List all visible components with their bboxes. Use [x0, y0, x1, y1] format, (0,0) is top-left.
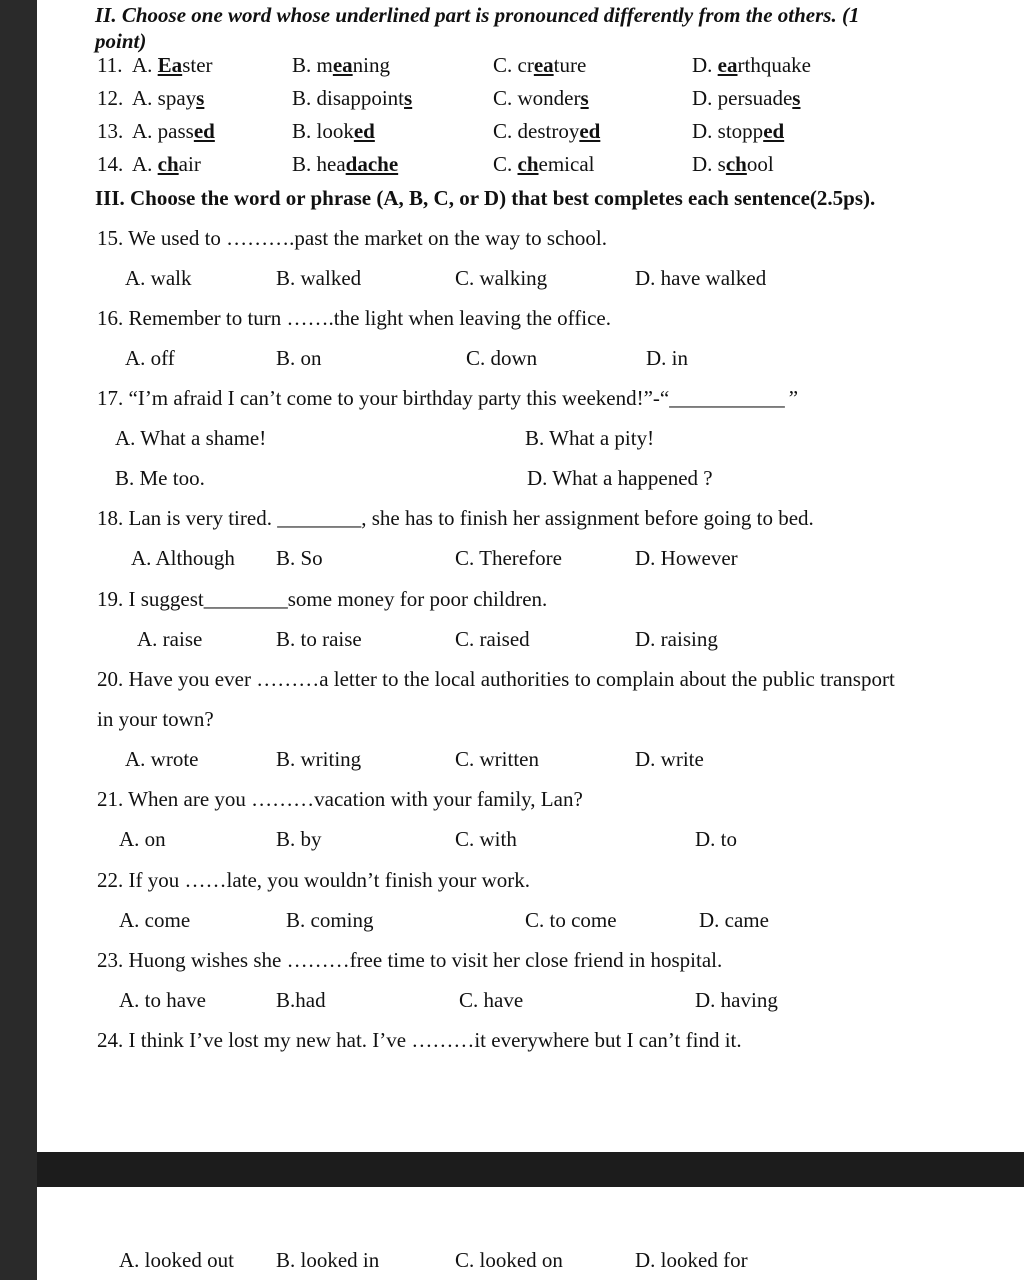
underlined-part: ed [763, 119, 785, 143]
underlined-part: s [404, 86, 413, 110]
question-11-number: 11. [97, 53, 123, 77]
option-22c: C. to come [525, 908, 617, 932]
option-21a: A. on [119, 827, 166, 851]
option-12d: D. persuades [692, 86, 801, 110]
option-18c: C. Therefore [455, 546, 562, 570]
option-17a: A. What a shame! [115, 426, 267, 450]
question-20: 20. Have you ever ………a letter to the local authorities to complain about the public transport [97, 667, 895, 691]
option-16a: A. off [125, 346, 175, 370]
underlined-part: ed [579, 119, 601, 143]
question-19: 19. I suggest________some money for poor children. [97, 587, 548, 611]
option-17d: D. What a happened ? [527, 466, 713, 490]
option-21c: C. with [455, 827, 517, 851]
option-11b: B. meaning [292, 53, 391, 77]
option-18b: B. So [276, 546, 323, 570]
question-18: 18. Lan is very tired. ________, she has to finish her assignment before going to bed. [97, 506, 814, 530]
underlined-part: Ea [157, 53, 183, 77]
option-23c: C. have [459, 988, 524, 1012]
question-23: 23. Huong wishes she ………free time to visit her close friend in hospital. [97, 948, 723, 972]
underlined-part: ch [517, 152, 539, 176]
option-20d: D. write [635, 747, 704, 771]
option-15c: C. walking [455, 266, 548, 290]
question-24: 24. I think I’ve lost my new hat. I’ve ………it everywhere but I can’t find it. [97, 1028, 742, 1052]
blank-17: ___________ [669, 386, 785, 410]
option-13b: B. looked [292, 119, 375, 143]
option-20c: C. written [455, 747, 539, 771]
question-12-number: 12. [97, 86, 124, 110]
option-16c: C. down [466, 346, 538, 370]
underlined-part: ea [533, 53, 554, 77]
section2-title-cont: point) [95, 29, 147, 53]
question-20-cont: in your town? [97, 707, 214, 731]
option-11c: C. creature [493, 53, 587, 77]
underlined-part: ch [725, 152, 747, 176]
question-17: 17. “I’m afraid I can’t come to your birthday party this weekend!”-“___________ ” [97, 386, 799, 410]
question-13-number: 13. [97, 119, 124, 143]
option-23d: D. having [695, 988, 778, 1012]
option-18d: D. However [635, 546, 738, 570]
option-24d: D. looked for [635, 1248, 748, 1272]
dark-band [37, 1152, 1024, 1187]
underlined-part: ch [157, 152, 179, 176]
option-20b: B. writing [276, 747, 362, 771]
question-15: 15. We used to ……….past the market on the way to school. [97, 226, 607, 250]
option-19c: C. raised [455, 627, 530, 651]
option-14c: C. chemical [493, 152, 595, 176]
underlined-part: s [792, 86, 801, 110]
option-15b: B. walked [276, 266, 362, 290]
option-17c: B. Me too. [115, 466, 205, 490]
option-13c: C. destroyed [493, 119, 601, 143]
option-21d: D. to [695, 827, 737, 851]
underlined-part: ed [193, 119, 215, 143]
underlined-part: ea [332, 53, 353, 77]
section3-title: III. Choose the word or phrase (A, B, C, or D) that best completes each sentence(2.5ps). [95, 186, 876, 210]
option-18a: A. Although [131, 546, 235, 570]
option-17b: B. What a pity! [525, 426, 655, 450]
option-14b: B. headache [292, 152, 399, 176]
option-13a: A. passed [132, 119, 215, 143]
underlined-part: ea [717, 53, 738, 77]
option-13d: D. stopped [692, 119, 785, 143]
option-22d: D. came [699, 908, 769, 932]
option-23a: A. to have [119, 988, 206, 1012]
option-19b: B. to raise [276, 627, 362, 651]
option-23b: B.had [276, 988, 326, 1012]
option-21b: B. by [276, 827, 322, 851]
option-15a: A. walk [125, 266, 192, 290]
underlined-part: dache [345, 152, 399, 176]
section2-title: II. Choose one word whose underlined part is pronounced differently from the others. (1 [95, 3, 860, 27]
option-24b: B. looked in [276, 1248, 380, 1272]
option-19a: A. raise [137, 627, 203, 651]
underlined-part: ed [353, 119, 375, 143]
underlined-part: s [580, 86, 589, 110]
option-16b: B. on [276, 346, 322, 370]
question-16: 16. Remember to turn …….the light when leaving the office. [97, 306, 611, 330]
option-24c: C. looked on [455, 1248, 563, 1272]
option-12c: C. wonders [493, 86, 589, 110]
option-19d: D. raising [635, 627, 718, 651]
option-22a: A. come [119, 908, 191, 932]
option-12a: A. spays [132, 86, 205, 110]
blank-18: ________ [277, 506, 362, 530]
option-12b: B. disappoints [292, 86, 413, 110]
option-11a: A. Easter [132, 53, 213, 77]
option-16d: D. in [646, 346, 688, 370]
option-11d: D. earthquake [692, 53, 811, 77]
option-14d: D. school [692, 152, 774, 176]
option-14a: A. chair [132, 152, 201, 176]
blank-19: ________ [203, 587, 288, 611]
option-24a: A. looked out [119, 1248, 234, 1272]
option-22b: B. coming [286, 908, 374, 932]
question-21: 21. When are you ………vacation with your family, Lan? [97, 787, 583, 811]
question-14-number: 14. [97, 152, 124, 176]
underlined-part: s [196, 86, 205, 110]
option-20a: A. wrote [125, 747, 199, 771]
question-22: 22. If you ……late, you wouldn’t finish your work. [97, 868, 530, 892]
option-15d: D. have walked [635, 266, 767, 290]
